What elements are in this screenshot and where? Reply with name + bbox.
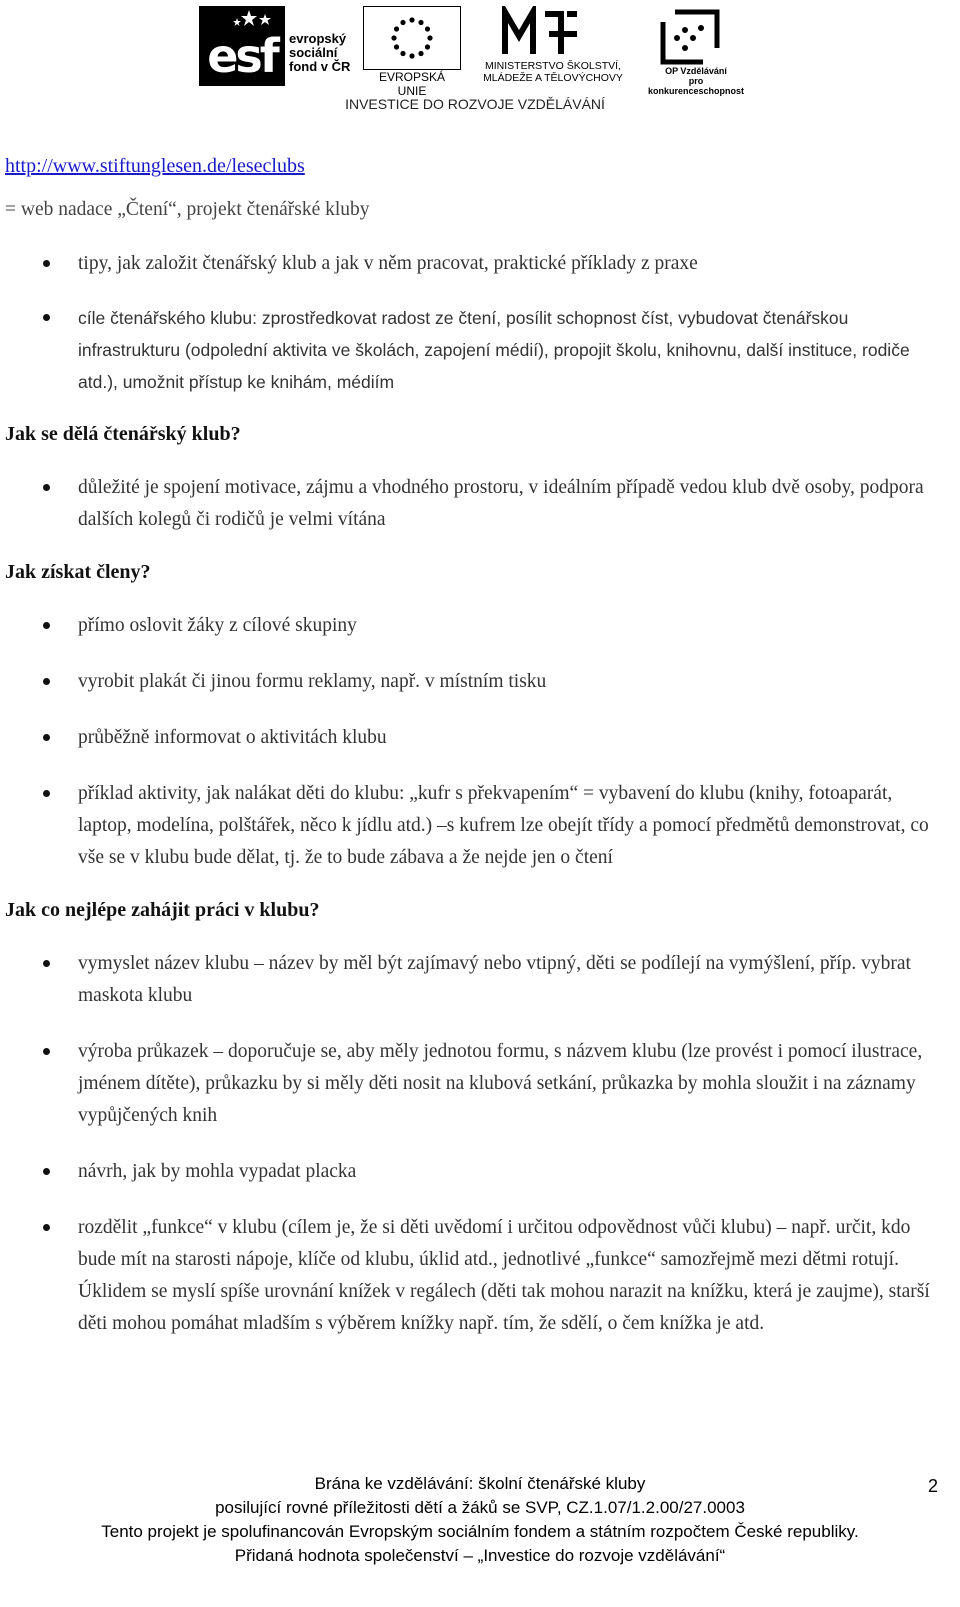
esf-stars-icon: [199, 8, 285, 30]
bullet-icon: [43, 484, 50, 491]
header-logos: [195, 6, 755, 98]
esf-mark: [199, 6, 285, 86]
list-item: cíle čtenářského klubu: zprostředkovat radost ze čtení, posílit schopnost číst, vybudovat čtenářskou infrastrukturu (odpolední aktivita ve školách, zapojení médií), propojit školu, knihovnu, další instituce, rodiče atd.), umožnit přístup ke knihám, médiím: [5, 302, 940, 398]
list-item: příklad aktivity, jak nalákat děti do klubu: „kufr s překvapením“ = vybavení do klubu (knihy, fotoaparát, laptop, modelína, polštářek, něco k jídlu atd.) –s kufrem lze obejít třídy a pomocí předmětů demonstrovat, co vše se v klubu bude dělat, tj. že to bude zábava a že nejde jen o čtení: [5, 778, 940, 874]
eu-label: EVROPSKÁ UNIE: [378, 70, 446, 98]
esf-line2: sociální: [289, 45, 338, 60]
bullet-icon: [43, 734, 50, 741]
bullet-icon: [43, 678, 50, 685]
esf-logo: [195, 6, 355, 86]
footer-line3: Tento projekt je spolufinancován Evropským sociálním fondem a státním rozpočtem České republiky.: [101, 1522, 859, 1541]
msmt-line2: MLÁDEŽE A TĚLOVÝCHOVY: [483, 72, 623, 84]
list-item: návrh, jak by mohla vypadat placka: [5, 1156, 940, 1188]
esf-line1: evropský: [289, 31, 347, 46]
list-item: vymyslet název klubu – název by měl být zajímavý nebo vtipný, děti se podílejí na vymýšlení, příp. vybrat maskota klubu: [5, 948, 940, 1012]
esf-text: [289, 32, 350, 74]
bullet-list-start: [5, 948, 940, 1340]
eu-logo: [363, 6, 463, 98]
esf-line3: fond v ČR: [289, 59, 351, 74]
bullet-icon: [43, 960, 50, 967]
op-line1: OP Vzdělávání: [665, 66, 727, 76]
page-footer: [0, 1472, 960, 1568]
bullet-icon: [43, 790, 50, 797]
bullet-icon: [43, 260, 50, 267]
op-mark-icon: [659, 8, 721, 66]
bullet-icon: [43, 314, 50, 321]
op-logo: [641, 6, 751, 96]
msmt-text: [473, 60, 633, 84]
list-item: průběžně informovat o aktivitách klubu: [5, 722, 940, 754]
intro-text: = web nadace „Čtení“, projekt čtenářské kluby: [5, 199, 370, 220]
footer-line1: Brána ke vzdělávání: školní čtenářské kluby: [314, 1474, 646, 1493]
heading-start: Jak co nejlépe zahájit práci v klubu?: [5, 899, 320, 921]
msmt-line1: MINISTERSTVO ŠKOLSTVÍ,: [485, 60, 621, 72]
list-item: vyrobit plakát či jinou formu reklamy, např. v místním tisku: [5, 666, 940, 698]
footer-line2: posilující rovné příležitosti dětí a žáků se SVP, CZ.1.07/1.2.00/27.0003: [215, 1498, 745, 1517]
bullet-icon: [43, 622, 50, 629]
esf-letters: esf: [207, 29, 277, 83]
eu-flag: [363, 6, 461, 70]
list-item: důležité je spojení motivace, zájmu a vhodného prostoru, v ideálním případě vedou klub dvě osoby, podpora dalších kolegů či rodičů je velmi vítána: [5, 472, 940, 536]
bullet-list-goals: [5, 248, 940, 398]
list-item: přímo oslovit žáky z cílové skupiny: [5, 610, 940, 642]
msmt-mark-icon: [501, 6, 581, 58]
list-item: výroba průkazek – doporučuje se, aby měly jednotou formu, s názvem klubu (lze provést i pomocí ilustrace, jménem dítěte), průkazku by si měly děti nosit na klubová setkání, průkazka by mohla sloužit i na záznamy vypůjčených knih: [5, 1036, 940, 1132]
heading-members: Jak získat členy?: [5, 561, 151, 583]
heading-how-club: Jak se dělá čtenářský klub?: [5, 423, 241, 445]
page-number: 2: [927, 1476, 938, 1496]
stiftunglesen-link[interactable]: http://www.stiftunglesen.de/leseclubs: [5, 155, 305, 177]
op-line2: pro konkurenceschopnost: [647, 76, 745, 96]
msmt-logo: [473, 6, 633, 86]
list-item: tipy, jak založit čtenářský klub a jak v něm pracovat, praktické příklady z praxe: [5, 248, 940, 280]
eu-stars-icon: [364, 7, 460, 69]
document-body: [5, 150, 940, 1340]
bullet-icon: [43, 1224, 50, 1231]
investice-tagline: INVESTICE DO ROZVOJE VZDĚLÁVÁNÍ: [345, 96, 605, 112]
op-text: [641, 66, 751, 96]
bullet-list-members: [5, 610, 940, 874]
bullet-icon: [43, 1048, 50, 1055]
footer-line4: Přidaná hodnota společenství – „Investice do rozvoje vzdělávání“: [234, 1546, 726, 1565]
bullet-list-how: [5, 472, 940, 536]
bullet-icon: [43, 1168, 50, 1175]
list-item: rozdělit „funkce“ v klubu (cílem je, že si děti uvědomí i určitou odpovědnost vůči klubu) – např. určit, kdo bude mít na starosti nápoje, klíče od klubu, úklid atd., jednotlivé „funkce“ samozřejmě mezi dětmi rotují. Úklidem se myslí spíše urovnání knížek v regálech (děti tak mohou narazit na knížku, která je zaujme), starší děti mohou pomáhat mladším s výběrem knížky např. tím, že sdělí, o čem knížka je atd.: [5, 1212, 940, 1340]
